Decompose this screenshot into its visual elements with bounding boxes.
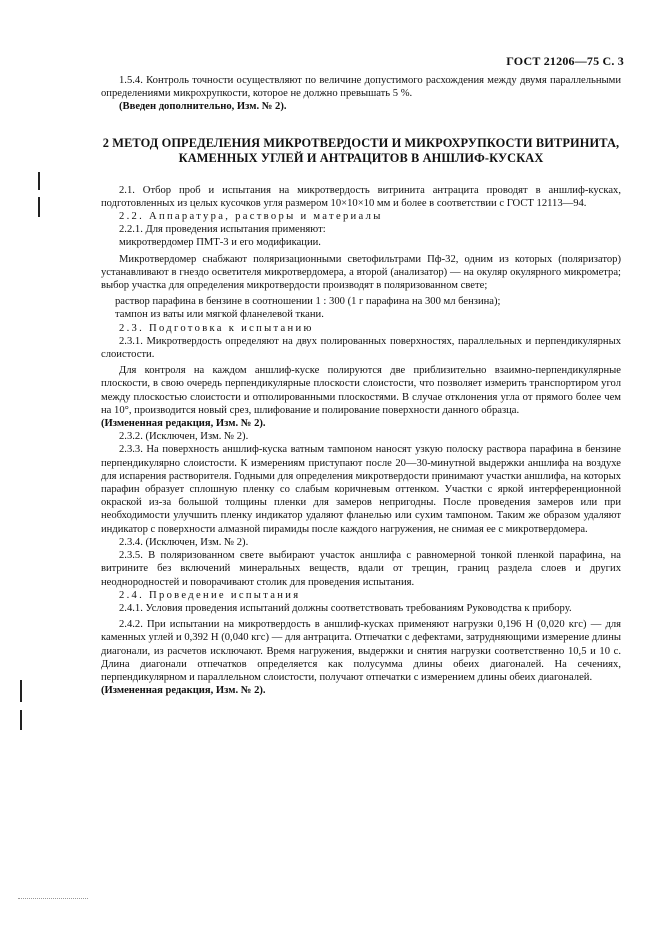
- paragraph-2-3-heading: 2.3. Подготовка к испытанию: [119, 322, 314, 334]
- paragraph-2-2-1: 2.2.1. Для проведения испытания применяют:: [119, 224, 326, 236]
- paragraph-2-3-2: 2.3.2. (Исключен, Изм. № 2).: [119, 431, 249, 443]
- paragraph-2-3-3: 2.3.3. На поверхность аншлиф-куска ватным тампоном наносят узкую полоску раствора парафина в бензине перпендикулярно слоистости. К измерениям приступают после 20—30-минутной выдержки аншлифа на воздухе для испарения растворителя. Годными для определения микротвердости принимают участки аншлифа, на которых парафин образует сплошную пленку со слабым коричневым оттенком. Участки с яркой интерференционной окраской из-за большой толщины пленки для замеров непригодны. После проведения замеров или при необходимости улучшить пленку индикатор удаляют фланелью или сухим тампоном. Таким же образом удаляют индикатор с поверхности алмазной пирамиды после каждого нагружения, не снимая ее с микротвердомера.: [101, 444, 621, 535]
- amendment-note: (Измененная редакция, Изм. № 2).: [101, 418, 266, 430]
- page-header: ГОСТ 21206—75 С. 3: [506, 54, 624, 68]
- document-body: [101, 74, 621, 697]
- list-item-paraffin-solution: раствор парафина в бензине в соотношении 1 : 300 (1 г парафина на 300 мл бензина);: [115, 296, 501, 308]
- revision-bar: [38, 197, 40, 217]
- paragraph-2-4-1: 2.4.1. Условия проведения испытаний должны соответствовать требованиям Руководства к прибору.: [119, 602, 572, 614]
- scan-artifact: [18, 898, 88, 901]
- section-title: 2 МЕТОД ОПРЕДЕЛЕНИЯ МИКРОТВЕРДОСТИ И МИКРОХРУПКОСТИ ВИТРИНИТА, КАМЕННЫХ УГЛЕЙ И АНТРАЦИТОВ В АНШЛИФ-КУСКАХ: [102, 135, 620, 165]
- paragraph-2-3-5: 2.3.5. В поляризованном свете выбирают участок аншлифа с равномерной тонкой пленкой парафина, на витрините без включений минеральных веществ, вдали от трещин, границ раздела слоев и других неоднородностей и поворачивают столик для проведения испытания.: [101, 550, 621, 588]
- paragraph-2-3-1: 2.3.1. Микротвердость определяют на двух полированных поверхностях, параллельных и перпендикулярных слоистости.: [101, 335, 621, 361]
- paragraph-2-2-heading: 2.2. Аппаратура, растворы и материалы: [119, 211, 383, 223]
- revision-bar: [20, 680, 22, 702]
- revision-bar: [38, 172, 40, 190]
- paragraph-2-1: 2.1. Отбор проб и испытания на микротвердость витринита антрацита проводят в аншлиф-кусках, подготовленных из целых кусочков угля размером 10×10×10 мм и более в соответствии с ГОСТ 12113—94.: [101, 184, 621, 209]
- revision-bar: [20, 710, 22, 730]
- amendment-note: (Измененная редакция, Изм. № 2).: [101, 685, 266, 697]
- paragraph-2-4-heading: 2.4. Проведение испытания: [119, 589, 301, 601]
- paragraph-2-4-2: 2.4.2. При испытании на микротвердость в аншлиф-кусках применяют нагрузки 0,196 Н (0,020 кгс) — для каменных углей и 0,392 Н (0,040 кгс) — для антрацита. Отпечатки с дефектами, затрудняющими измерение длины диагонали, из расчетов исключают. Время нагружения, выдержки и снятия нагрузки соответственно 10,5 и 10 с. Длина диагонали отпечатков определяется как полусумма длины обеих диагоналей. На сечениях, перпендикулярном и параллельном слоистости, получают отпечатки с измерением длины обеих диагоналей.: [101, 619, 621, 683]
- list-item-swab: тампон из ваты или мягкой фланелевой ткани.: [115, 309, 324, 321]
- list-item-polarizing-filters: Микротвердомер снабжают поляризационными светофильтрами Пф-32, одним из которых (поляризатор) устанавливают в гнездо осветителя микротвердомера, а второй (анализатор) — на окуляр окулярного микрометра; выбор участка для определения микротвердости производят в поляризованном свете;: [101, 253, 621, 292]
- amendment-note: (Введен дополнительно, Изм. № 2).: [119, 101, 287, 113]
- paragraph-1-5-4: 1.5.4. Контроль точности осуществляют по величине допустимого расхождения между двумя параллельными определениями микрохрупкости, которое не должно превышать 5 %.: [101, 75, 621, 100]
- paragraph-2-3-4: 2.3.4. (Исключен, Изм. № 2).: [119, 536, 249, 548]
- list-item-microhardness-tester: микротвердомер ПМТ-3 и его модификации.: [119, 237, 321, 249]
- paragraph-2-3-1-control: Для контроля на каждом аншлиф-куске полируются две приблизительно взаимно-перпендикулярные плоскости, в свою очередь перпендикулярные плоскости слоистости, что позволяет измерить транспортиром угол между плоскостью слоистости и отполированными плоскостями. В случае отклонения угла от прямого более чем на 10°, производится новый срез, шлифование и полирование поверхности данного образца.: [101, 365, 621, 416]
